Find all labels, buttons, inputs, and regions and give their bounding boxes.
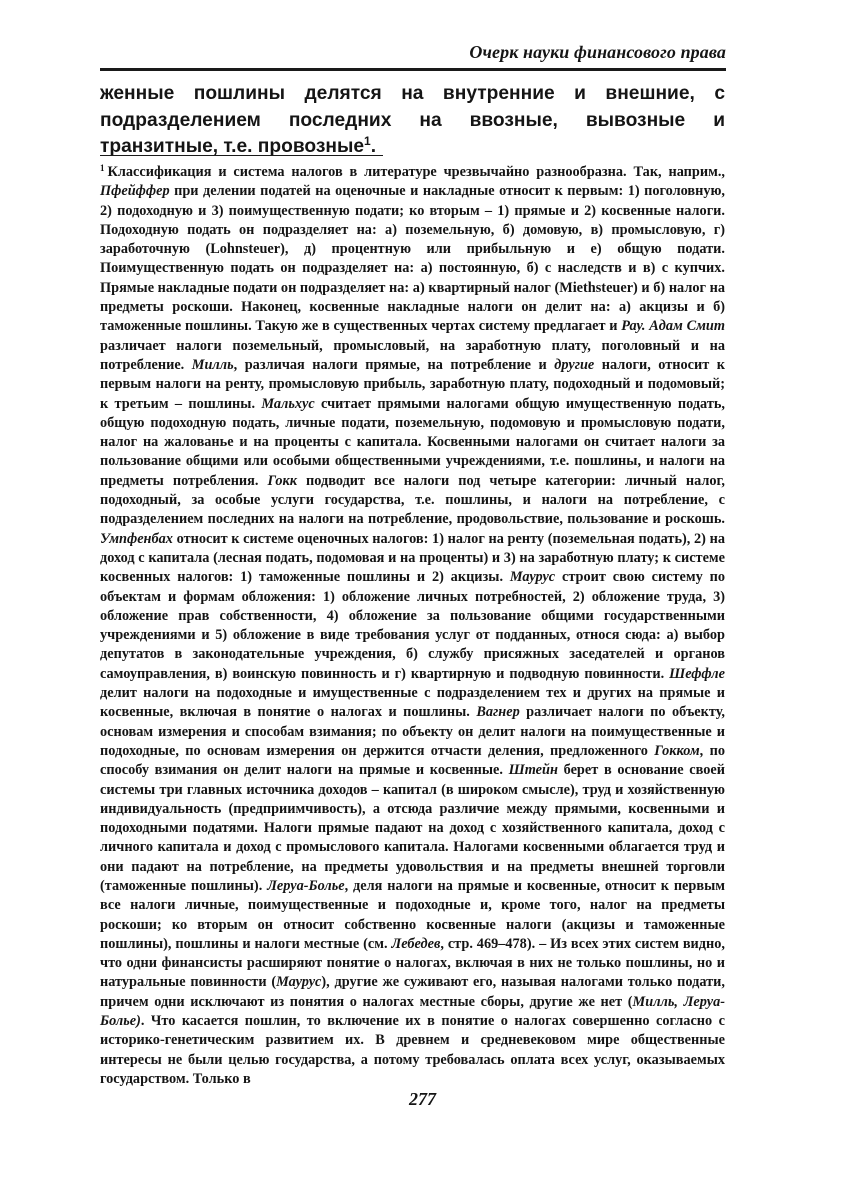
footnote-author-name: Гокком [654, 742, 700, 759]
footnote-text: , стр. 469–478). – Из всех этих систем видно, что одни финансисты расширяют понятие о налогах, включая в них не только пошлины, но и натуральные повинности ( [100, 935, 725, 991]
main-paragraph [100, 81, 725, 161]
footnote-text: Классификация и система налогов в литературе чрезвычайно разнообразна. Так, наприм., [107, 164, 725, 180]
footnote-author-name: Леруа-Болье [267, 877, 345, 894]
footnote-text: ), другие же суживают его, называя налогами только подати, причем одни исключают из понятия о налогах местные сборы, другие же нет ( [100, 974, 725, 1010]
footnote-text: относит к системе оценочных налогов: 1) налог на ренту (поземельная подать), 2) на доход с капитала (лесная подать, подомовая и на проценты) и 3) на заработную плату; к системе косвенных налогов: 1) таможенные пошлины и 2) акцизы. [100, 530, 725, 586]
footnote-author-name: Пфейффер [100, 183, 170, 200]
header-rule [100, 68, 726, 71]
footnote-text: берет в основание своей системы три главных источника доходов – капитал (в широком смысле), труд и хозяйственную индивидуальность (предприимчивость), а отсюда различие между прямыми, косвенными и подоходными податями. Налоги прямые падают на доход с хозяйственного капитала, доход с личного капитала и доход с промыслового капитала. Налогами косвенными облагается труд и они падают на потребление, на предметы удовольствия и на предметы внешней торговли (таможенные пошлины). [100, 762, 726, 894]
page-number: 277 [409, 1089, 436, 1109]
footnote-separator [100, 155, 383, 156]
footnote-author-name: Маурус [509, 569, 556, 586]
running-header: Очерк науки финансового права [469, 42, 726, 62]
main-text-end: . [370, 136, 377, 157]
footnote-text: различает налоги по объекту, основам измерения и способам взимания; по объекту он делит налоги на поимущественные и подоходные, по основам измерения он держится отчасти деления, предложенного [100, 704, 726, 759]
main-text-body: женные пошлины делятся на внутренние и внешние, с подразделением последних на ввозные, вывозные и транзитные, т.е. провозные [100, 83, 725, 157]
footnote-author-name: Милль [191, 356, 234, 373]
footnote-text: . Что касается пошлин, то включение их в понятие о налогах совершенно согласно с историко-генетическим развитием их. В древнем и средневековом мире общественные интересы не были целью государства, а потому требовалась оплата всех услуг, оказываемых государством. Только в [100, 1013, 725, 1087]
footnote-text: налоги, относит к первым налоги на ренту, промысловую прибыль, заработную плату, подоходный и подомовый; к третьим – пошлины. [100, 356, 726, 412]
footnote-author-name: Шеффле [669, 665, 725, 682]
footnote-text: делит налоги на подоходные и имущественные с подразделением тех и других на прямые и косвенные, включая в понятие о налогах и пошлины. [100, 685, 725, 721]
footnote-author-name: Маурус [276, 974, 322, 991]
footnote-text: , различая налоги прямые, на потребление и [233, 356, 555, 373]
footnote-text: считает прямыми налогами общую имущественную подать, общую подоходную подать, личные подати, поземельную, подомовую и промысловую подати, налог на жалованье и на проценты с капитала. Косвенными налогами он считает налоги за пользование общими или особыми общественными учреждениями, т.е. пошлины, и налоги на предметы потребления. [100, 395, 725, 489]
footnote-reference[interactable]: 1 [364, 134, 371, 148]
footnote-author-name: Вагнер [476, 704, 520, 721]
footnote-author-name: Милль, Леруа-Болье) [100, 993, 725, 1030]
footnote-author-name: Лебедев [391, 935, 441, 952]
footnote-author-name: Умпфенбах [100, 530, 173, 547]
footnote-author-name: Гокк [267, 472, 298, 489]
footnote-author-name: Штейн [508, 762, 558, 779]
footnote-author-name: Мальхус [261, 395, 315, 412]
footnote-text: при делении податей на оценочные и накладные относит к первым: 1) поголовную, 2) подоходную и 3) поимущественную подати; ко вторым – 1) прямые и 2) косвенные налоги. Подоходную подать он подразделяет на: а) поземельную, б) домовую, в) промысловую, г) заработочную (Lohnsteuer), д) процентную или прибыльную и е) общую подати. Поимущественную подать он подразделяет на: а) постоянную, б) с наследств и в) с купчих. Прямые накладные подати он подразделяет на: а) квартирный налог (Miethsteuer) и б) налог на предметы роскоши. Наконец, косвенные накладные налоги он делит на: а) акцизы и б) таможенные пошлины. Такую же в существенных чертах систему предлагает и [100, 183, 725, 335]
footnote-text: подводит все налоги под четыре категории: личный налог, подоходный, за особые услуги государства, т.е. пошлины, и налоги на потребление, с подразделением последних на налоги на потребление, продовольствие, пользование и роскошь. [100, 472, 725, 528]
footnote-text: строит свою систему по объектам и формам обложения: 1) обложение личных потребностей, 2) обложение труда, 3) обложение прав собственности, 4) обложение за пользование общими государственными учреждениями и 5) обложение в виде требования услуг от подданных, относя сюда: а) выбор депутатов в законодательные учреждения, б) службу присяжных заседателей и органов самоуправления, в) воинскую повинность и г) квартирную и подводную повинности. [100, 569, 726, 682]
footnote-author-name: другие [554, 356, 595, 373]
footnote-text: , деля налоги на прямые и косвенные, относит к первым все налоги личные, поимущественные и подоходные и, кроме того, налог на предметы роскоши; ко вторым он относит собственно косвенные налоги (акцизы и таможенные пошлины), пошлины и налоги местные (см. [100, 877, 725, 952]
footnote [100, 163, 725, 1089]
footnote-marker: 1 [100, 163, 105, 173]
footnote-text: различает налоги поземельный, промысловый, на заработную плату, поголовный и на потребление. [100, 337, 725, 373]
footnote-author-name: Рау. Адам Смит [621, 318, 725, 335]
footnote-text: , по способу взимания он делит налоги на прямые и косвенные. [100, 742, 725, 779]
